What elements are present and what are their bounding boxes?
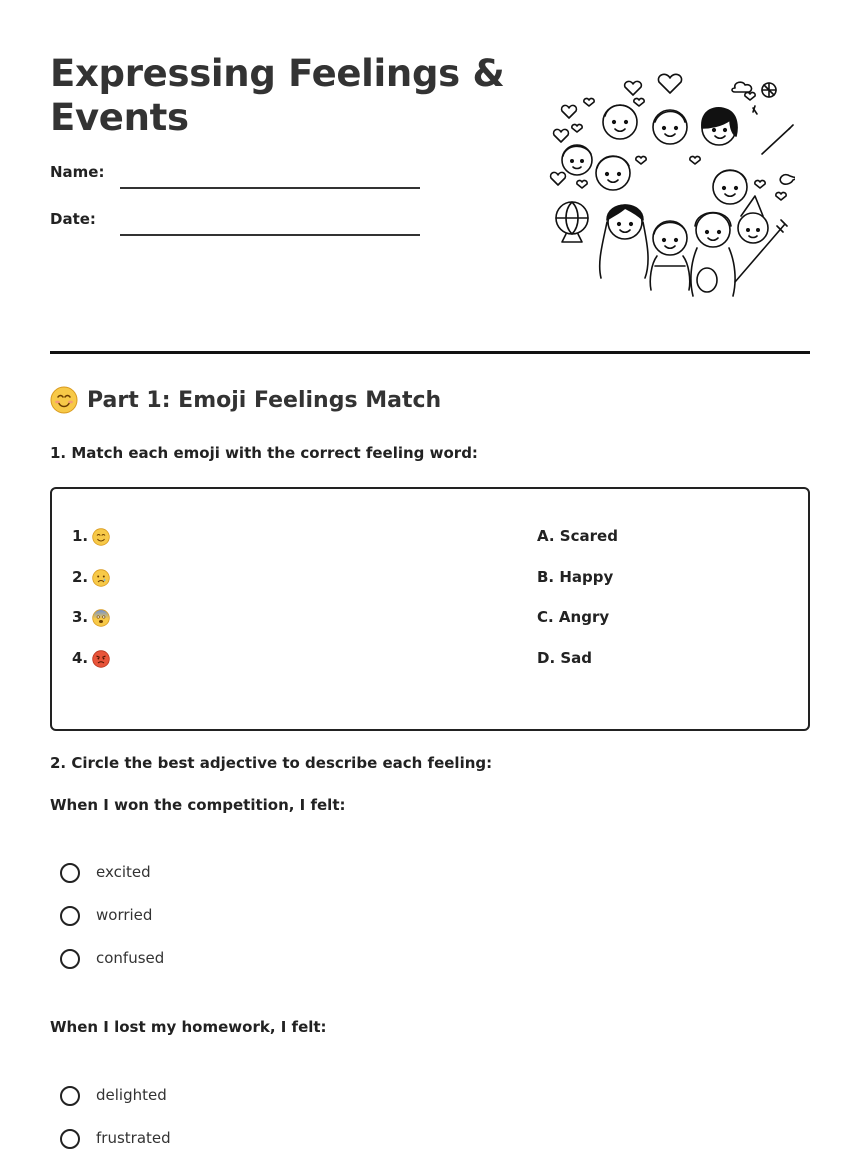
option-label: confused: [96, 949, 165, 967]
worksheet-title: Expressing Feelings & Events: [50, 52, 505, 139]
feeling-word: A. Scared: [537, 527, 618, 545]
option-label: frustrated: [96, 1129, 171, 1147]
emoji-item: [72, 527, 110, 568]
part1-heading: [50, 386, 441, 414]
emoji-item-number: 2.: [72, 567, 89, 586]
emoji-item-number: 3.: [72, 608, 89, 627]
emoji-item-number: 4.: [72, 649, 89, 668]
radio-button[interactable]: [60, 949, 80, 969]
feeling-word: D. Sad: [537, 649, 593, 668]
option-confused[interactable]: [60, 947, 164, 990]
name-label: Name:: [50, 163, 105, 181]
emoji-match-box: [50, 487, 810, 731]
date-label: Date:: [50, 210, 96, 228]
question-1: 1. Match each emoji with the correct feeling word:: [50, 444, 478, 462]
name-line[interactable]: [120, 187, 420, 189]
part1-heading-text: Part 1: Emoji Feelings Match: [87, 387, 442, 413]
emoji-item: [72, 649, 110, 690]
options-group-1: [60, 861, 164, 990]
question-2: 2. Circle the best adjective to describe each feeling:: [50, 754, 493, 772]
emoji-list: [72, 527, 110, 690]
radio-button[interactable]: [60, 906, 80, 926]
option-frustrated[interactable]: [60, 1127, 171, 1170]
option-label: worried: [96, 906, 153, 924]
prompt-lost-homework: When I lost my homework, I felt:: [50, 1018, 327, 1036]
option-worried[interactable]: [60, 904, 164, 947]
children-and-hearts-icon: [545, 70, 795, 310]
angry-face-icon: [92, 650, 110, 668]
option-label: excited: [96, 863, 151, 881]
feeling-word: C. Angry: [537, 608, 610, 627]
option-excited[interactable]: [60, 861, 164, 904]
fearful-face-icon: [92, 609, 110, 627]
emoji-item: [72, 568, 110, 609]
name-field[interactable]: [50, 163, 470, 189]
worksheet-page: [50, 0, 810, 1147]
smiling-face-icon: [50, 386, 78, 414]
emoji-item-number: 1.: [72, 527, 89, 545]
date-line[interactable]: [120, 234, 420, 236]
sad-tear-face-icon: [92, 569, 110, 587]
options-group-2: [60, 1084, 171, 1170]
feeling-word: B. Happy: [537, 567, 614, 586]
radio-button[interactable]: [60, 863, 80, 883]
worksheet-header: [50, 0, 810, 354]
option-delighted[interactable]: [60, 1084, 171, 1127]
date-field[interactable]: [50, 210, 470, 236]
feeling-word-list: [537, 527, 618, 690]
radio-button[interactable]: [60, 1086, 80, 1106]
prompt-won-competition: When I won the competition, I felt:: [50, 796, 346, 814]
smiling-face-icon: [92, 528, 110, 546]
option-label: delighted: [96, 1086, 167, 1104]
emoji-item: [72, 608, 110, 649]
radio-button[interactable]: [60, 1129, 80, 1149]
